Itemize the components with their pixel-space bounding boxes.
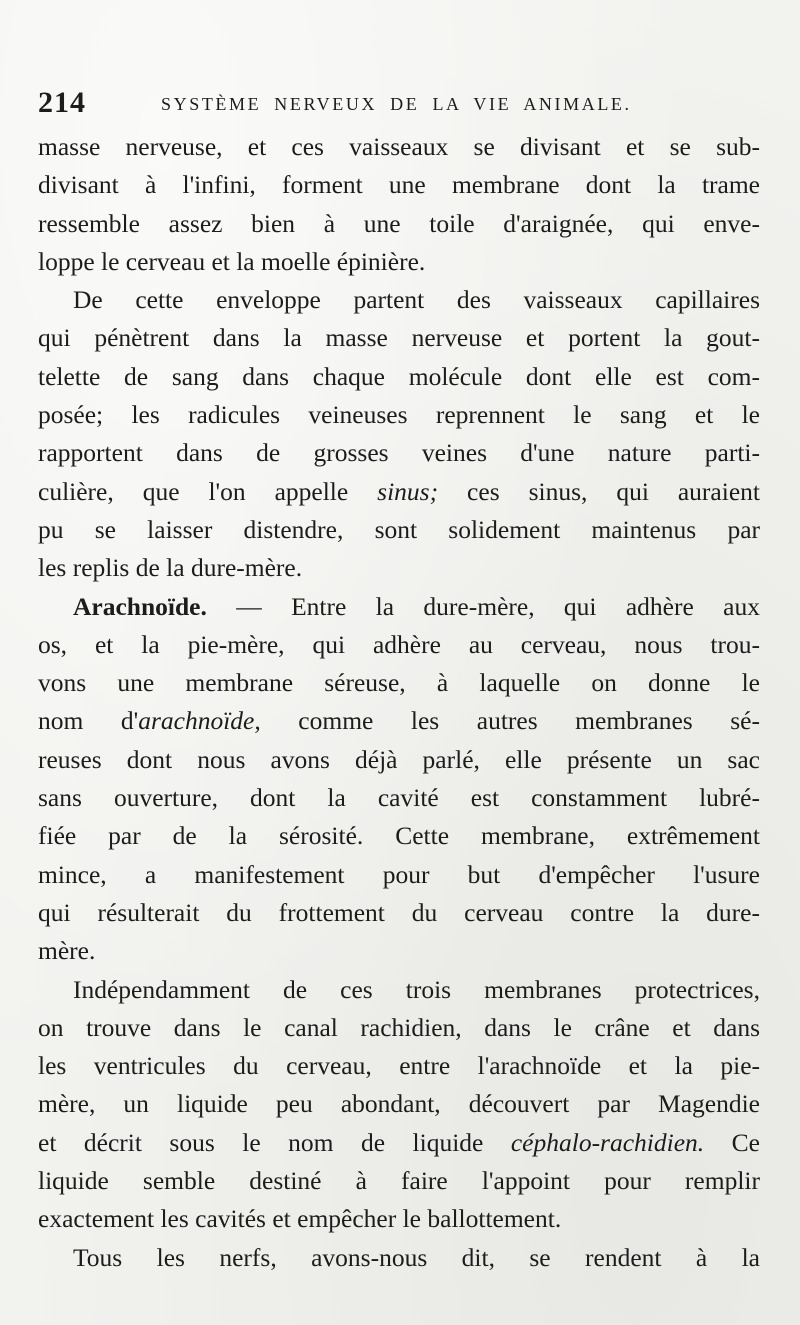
paragraph-start-line: Tous les nerfs, avons-nous dit, se rendent à la bbox=[73, 1242, 760, 1272]
text-line: sans ouverture, dont la cavité est constamment lubré- bbox=[38, 783, 760, 813]
body-text bbox=[38, 128, 760, 1277]
italic-term: sinus; bbox=[377, 476, 439, 506]
paragraph-start-line: De cette enveloppe partent des vaisseaux capillaires bbox=[73, 285, 760, 315]
text-line: reuses dont nous avons déjà parlé, elle présente un sac bbox=[38, 744, 760, 774]
italic-term: céphalo-rachidien. bbox=[510, 1127, 705, 1157]
page-number: 214 bbox=[38, 86, 86, 119]
text-line: on trouve dans le canal rachidien, dans le crâne et dans bbox=[38, 1012, 760, 1042]
text-segment: et décrit sous le nom de liquide bbox=[38, 1127, 511, 1157]
text-line bbox=[38, 1124, 760, 1162]
text-line: mère, un liquide peu abondant, découvert par Magendie bbox=[38, 1089, 760, 1119]
text-line: loppe le cerveau et la moelle épinière. bbox=[38, 246, 426, 276]
text-line: les ventricules du cerveau, entre l'arachnoïde et la pie- bbox=[38, 1051, 760, 1081]
text-line: masse nerveuse, et ces vaisseaux se divisant et se sub- bbox=[38, 132, 760, 161]
text-line: pu se laisser distendre, sont solidement maintenus par bbox=[38, 514, 760, 544]
text-line: qui résulterait du frottement du cerveau contre la dure- bbox=[38, 897, 760, 927]
text-line bbox=[38, 702, 760, 740]
text-line: fiée par de la sérosité. Cette membrane, extrêmement bbox=[38, 821, 760, 851]
text-segment: — Entre la dure-mère, qui adhère aux bbox=[206, 591, 760, 621]
text-line: vons une membrane séreuse, à laquelle on donne le bbox=[38, 668, 760, 698]
section-heading: Arachnoïde. bbox=[73, 591, 207, 621]
text-line: divisant à l'infini, forment une membrane dont la trame bbox=[38, 170, 760, 200]
paragraph-start-line: Indépendamment de ces trois membranes protectrices, bbox=[73, 974, 760, 1004]
text-segment: ces sinus, qui auraient bbox=[438, 476, 760, 506]
paragraph-start-line bbox=[38, 588, 760, 626]
page-header bbox=[38, 86, 760, 124]
text-line: mince, a manifestement pour but d'empêcher l'usure bbox=[38, 859, 760, 889]
text-line bbox=[38, 473, 760, 511]
text-segment: culière, que l'on appelle bbox=[38, 476, 378, 506]
text-line: rapportent dans de grosses veines d'une nature parti- bbox=[38, 438, 760, 468]
text-line: qui pénètrent dans la masse nerveuse et portent la gout- bbox=[38, 323, 760, 353]
text-segment: nom d' bbox=[38, 706, 139, 736]
running-head: SYSTÈME NERVEUX DE LA VIE ANIMALE. bbox=[161, 94, 632, 114]
text-line: exactement les cavités et empêcher le ballottement. bbox=[38, 1204, 562, 1234]
text-line: telette de sang dans chaque molécule dont elle est com- bbox=[38, 361, 760, 391]
text-line: posée; les radicules veineuses reprennent le sang et le bbox=[38, 400, 760, 430]
text-line: les replis de la dure-mère. bbox=[38, 553, 303, 583]
text-segment: comme les autres membranes sé- bbox=[260, 706, 760, 736]
text-line: liquide semble destiné à faire l'appoint pour remplir bbox=[38, 1166, 760, 1196]
text-segment: Ce bbox=[704, 1127, 760, 1157]
text-line: os, et la pie-mère, qui adhère au cerveau, nous trou- bbox=[38, 629, 760, 659]
italic-term: arachnoïde, bbox=[138, 706, 261, 736]
text-line: ressemble assez bien à une toile d'araignée, qui enve- bbox=[38, 208, 760, 238]
text-line: mère. bbox=[38, 936, 96, 966]
